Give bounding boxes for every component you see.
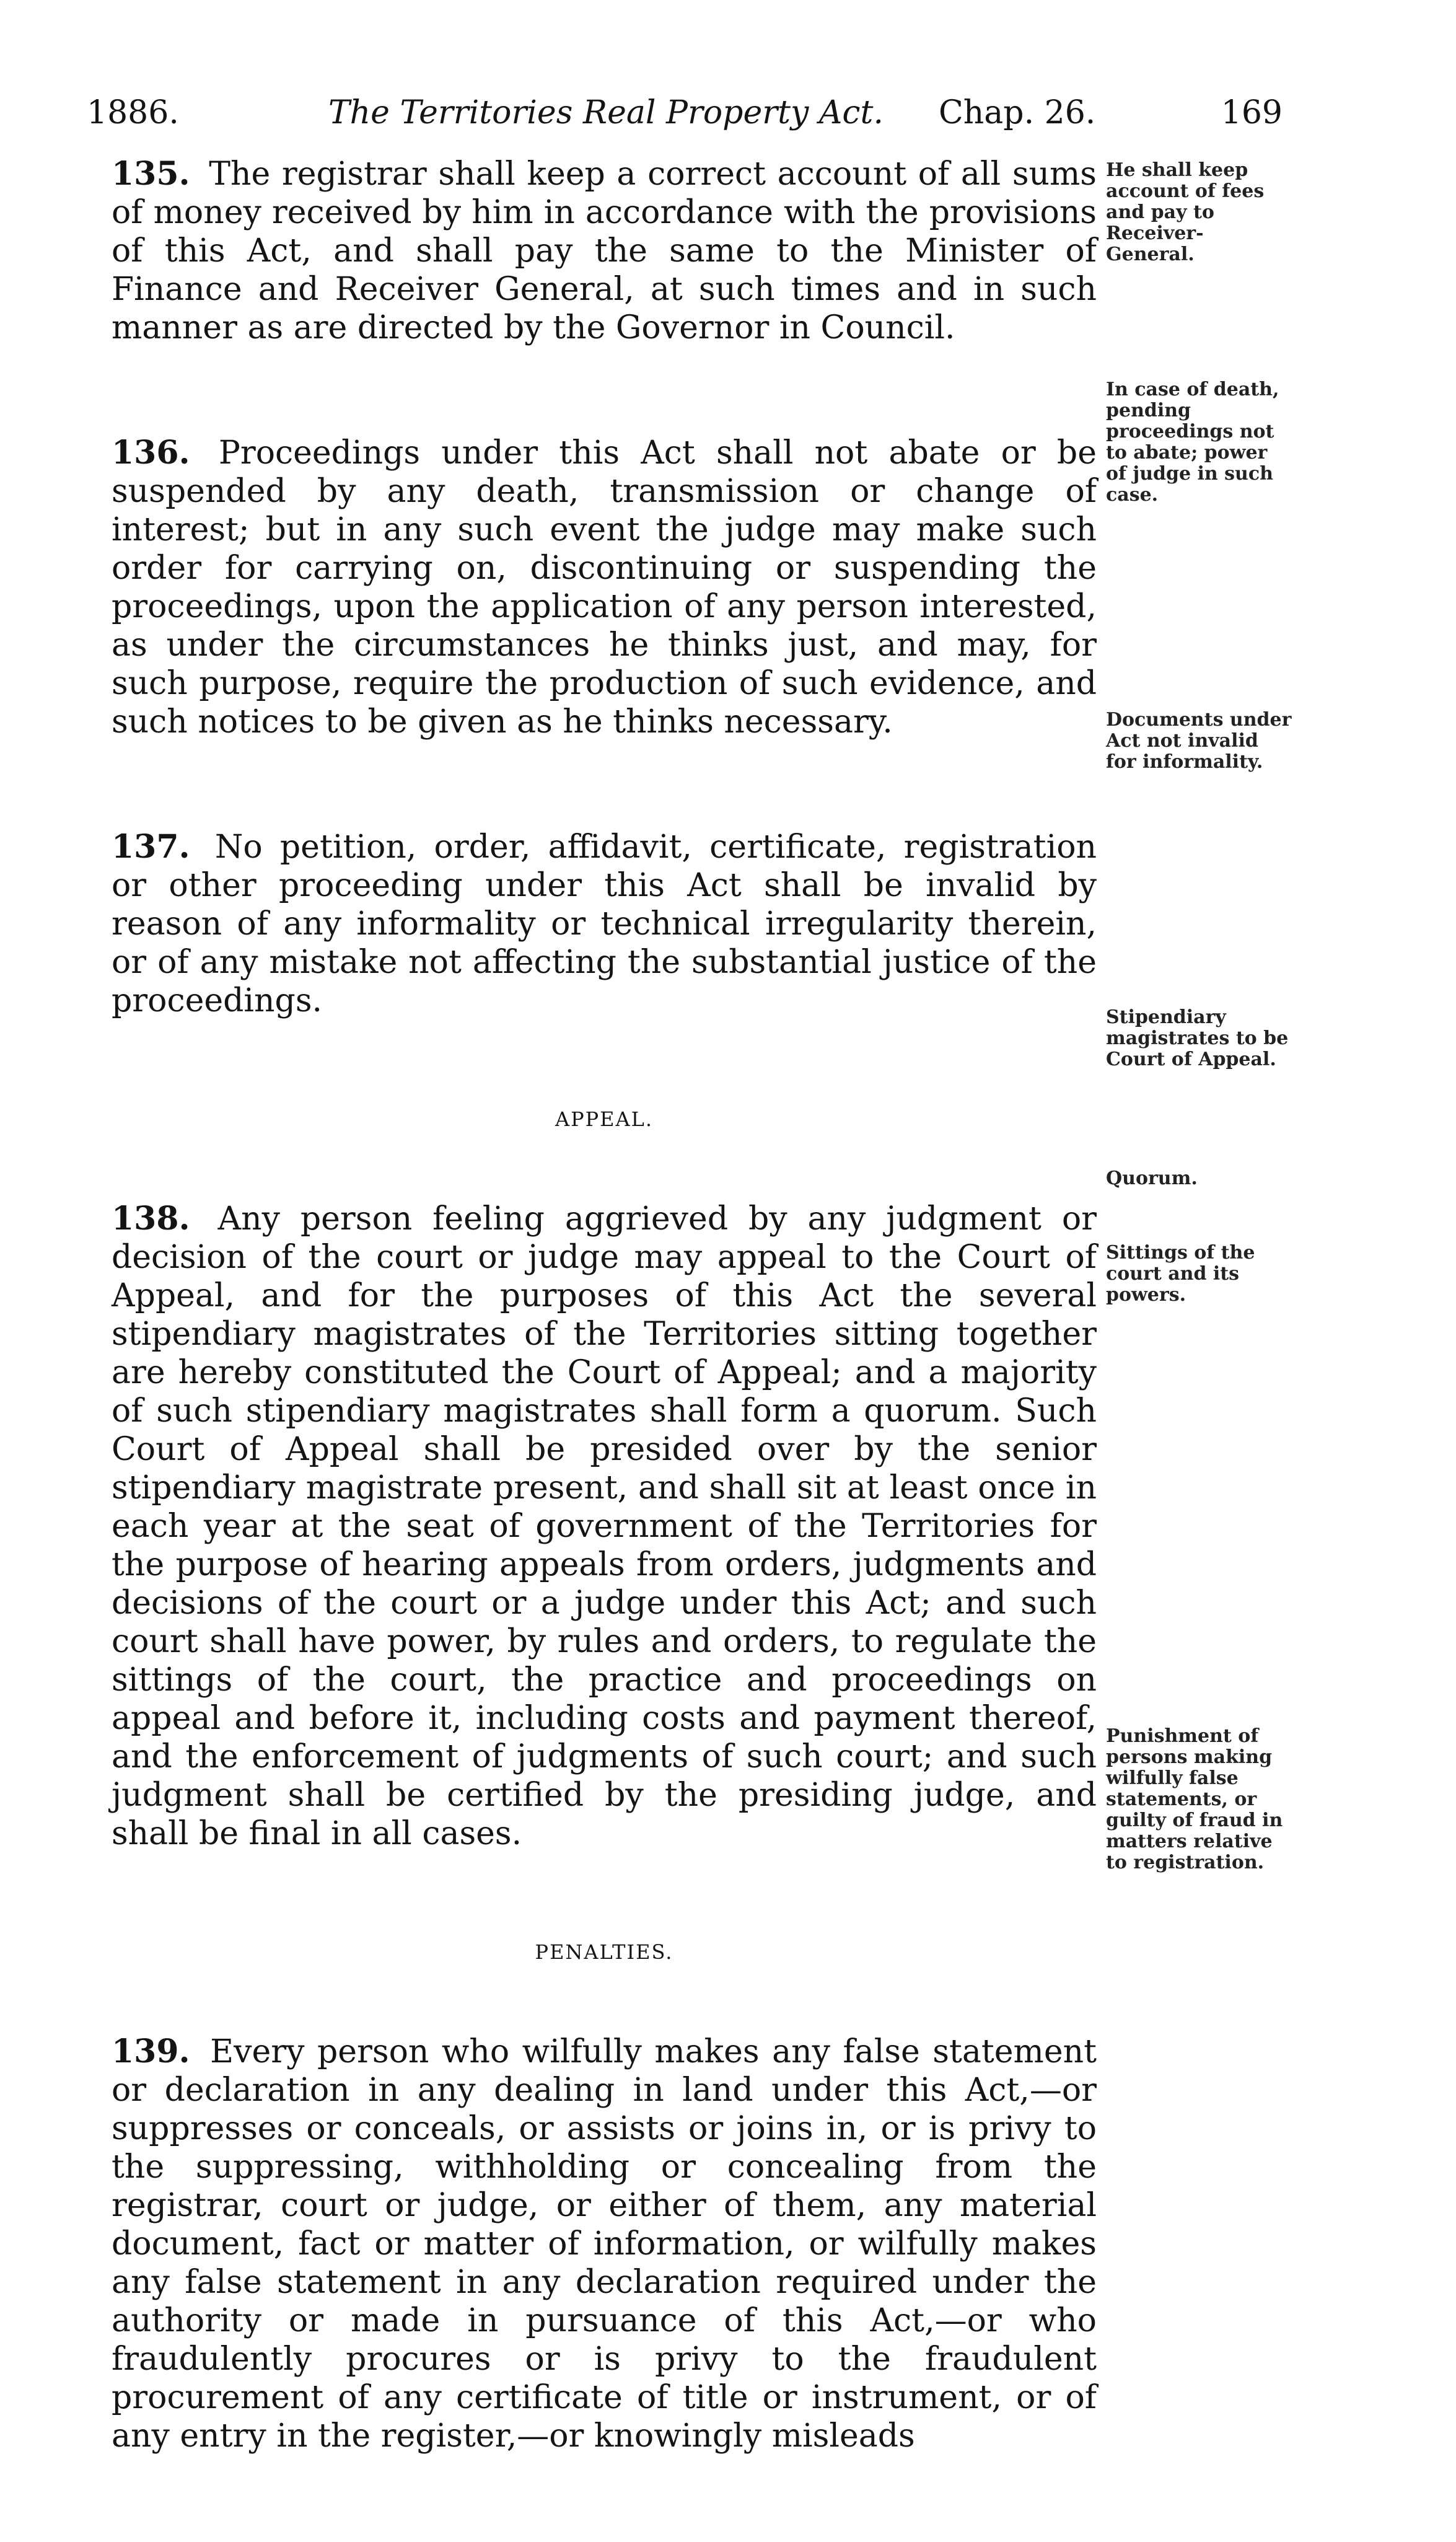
header-title: The Territories Real Property Act.	[328, 94, 884, 131]
section-number: 137.	[112, 828, 190, 866]
section-139	[112, 2033, 1097, 2455]
heading-appeal: APPEAL.	[555, 1107, 654, 1131]
section-number: 135.	[112, 155, 190, 193]
section-text: Proceedings under this Act shall not abate or be suspended by any death, transmission or change of interest; but in any such event the judge may make such order for carrying on, discontinuing or suspending the proceedings, upon the application of any person interested, as under the circumstances he thinks just, and may, for such purpose, require the production of such evidence, and such notices to be given as he thinks necessary.	[112, 434, 1097, 741]
margin-note-139: Punishment of persons making wilfully false statements, or guilty of fraud in matters relative to registration.	[1106, 1725, 1283, 1873]
section-text: Every person who wilfully makes any false statement or declaration in any dealing in land under this Act,—or suppresses or conceals, or assists or joins in, or is privy to the suppressing, withholding or concealing from the registrar, court or judge, or either of them, any material document, fact or matter of information, or wilfully makes any false statement in any declaration required under the authority or made in pursuance of this Act,—or who fraudulently procures or is privy to the fraudulent procurement of any certificate of title or instrument, or of any entry in the register,—or knowingly misleads	[112, 2033, 1097, 2455]
section-number: 136.	[112, 434, 190, 472]
margin-note-136: In case of death, pending proceedings not to abate; power of judge in such case.	[1106, 379, 1279, 506]
section-number: 138.	[112, 1200, 190, 1238]
page-number: 169	[1221, 94, 1283, 131]
margin-note-135: He shall keep account of fees and pay to Receiver-General.	[1106, 159, 1265, 265]
section-number: 139.	[112, 2033, 190, 2070]
section-138	[112, 1200, 1097, 1853]
running-header	[87, 88, 1283, 138]
margin-note-138-sittings: Sittings of the court and its powers.	[1106, 1242, 1255, 1306]
header-year: 1886.	[87, 94, 179, 131]
section-text: No petition, order, affidavit, certificate, registration or other proceeding under this Act shall be invalid by reason of any informality or technical irregularity therein, or of any mistake not affecting the substantial justice of the proceedings.	[112, 829, 1097, 1019]
section-text: Any person feeling aggrieved by any judgment or decision of the court or judge may appeal to the Court of Appeal, and for the purposes of this Act the several stipendiary magistrates of the Territories sitting together are hereby constituted the Court of Appeal; and a majority of such stipendiary magistrates shall form a quorum. Such Court of Appeal shall be presided over by the senior stipendiary magistrate present, and shall sit at least once in each year at the seat of government of the Territories for the purpose of hearing appeals from orders, judgments and decisions of the court or a judge under this Act; and such court shall have power, by rules and orders, to regulate the sittings of the court, the practice and proceedings on appeal and before it, including costs and payment thereof, and the enforcement of judgments of such court; and such judgment shall be certified by the presiding judge, and shall be final in all cases.	[112, 1200, 1097, 1852]
margin-note-138-quorum: Quorum.	[1106, 1168, 1198, 1189]
section-136	[112, 434, 1097, 741]
heading-penalties: PENALTIES.	[535, 1940, 673, 1964]
margin-note-137: Documents under Act not invalid for informality.	[1106, 709, 1292, 773]
section-text: The registrar shall keep a correct account of all sums of money received by him in accordance with the provisions of this Act, and shall pay the same to the Minister of Finance and Receiver General, at such times and in such manner as are directed by the Governor in Council.	[112, 156, 1097, 346]
header-chapter: Chap. 26.	[939, 94, 1096, 131]
section-137	[112, 828, 1097, 1020]
main-text	[112, 155, 1097, 2542]
section-135	[112, 155, 1097, 347]
margin-note-138-court: Stipendiary magistrates to be Court of Appeal.	[1106, 1006, 1289, 1070]
